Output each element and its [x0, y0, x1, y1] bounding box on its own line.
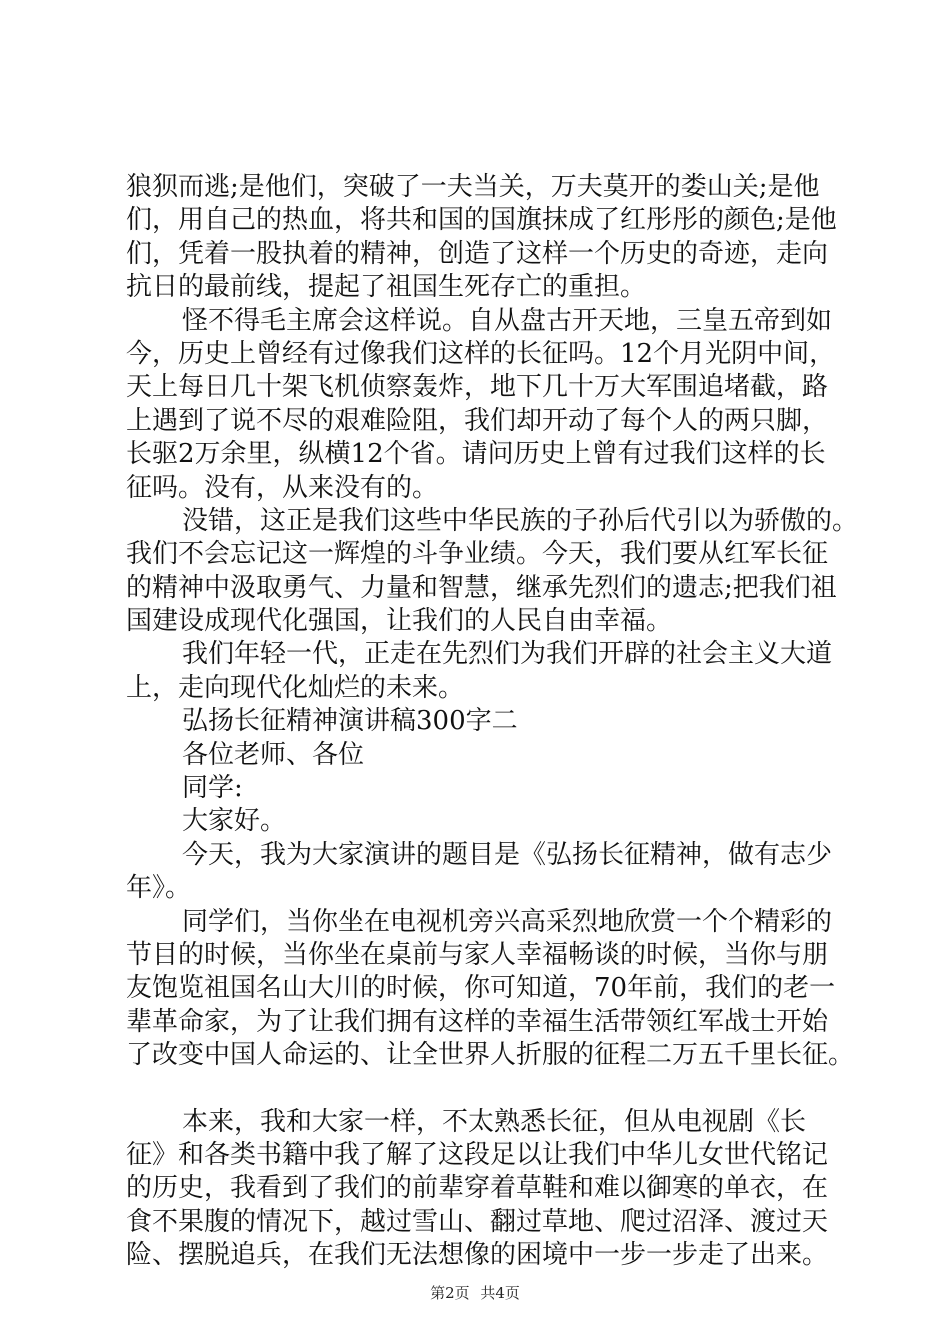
text-line: 同学:: [182, 773, 243, 804]
text-line: 狼狈而逃;是他们，突破了一夫当关，万夫莫开的娄山关;是他: [126, 172, 820, 202]
text-line: 上，走向现代化灿烂的未来。: [126, 672, 465, 703]
text-line: 年》。: [126, 873, 192, 904]
text-line: 我们不会忘记这一辉煌的斗争业绩。今天，我们要从红军长征: [126, 539, 829, 570]
text-line: 节目的时候，当你坐在桌前与家人幸福畅谈的时候，当你与朋: [126, 939, 829, 970]
text-line: 辈革命家，为了让我们拥有这样的幸福生活带领红军战士开始: [126, 1006, 829, 1037]
text-line: 们，凭着一股执着的精神，创造了这样一个历史的奇迹，走向: [126, 238, 829, 269]
text-line: 国建设成现代化强国，让我们的人民自由幸福。: [126, 606, 673, 637]
text-line: 险、摆脱追兵，在我们无法想像的困境中一步一步走了出来。: [126, 1240, 829, 1271]
text-line: 天上每日几十架飞机侦察轰炸，地下几十万大军围追堵截，路: [126, 372, 829, 403]
text-line: 上遇到了说不尽的艰难险阻，我们却开动了每个人的两只脚，: [126, 405, 829, 436]
text-line: 今天，我为大家演讲的题目是《弘扬长征精神，做有志少: [182, 839, 833, 870]
text-line: 的精神中汲取勇气、力量和智慧，继承先烈们的遗志;把我们祖: [126, 572, 837, 603]
text-line: 抗日的最前线，提起了祖国生死存亡的重担。: [126, 272, 647, 303]
page-footer: [0, 1282, 950, 1303]
text-line: 食不果腹的情况下，越过雪山、翻过草地、爬过沼泽、渡过天: [126, 1206, 829, 1237]
section-heading: 弘扬长征精神演讲稿300字二: [182, 706, 518, 737]
paragraph-gap: [126, 1073, 836, 1106]
text-line: 友饱览祖国名山大川的时候，你可知道，70年前，我们的老一: [126, 973, 836, 1004]
text-line: 征》和各类书籍中我了解了这段足以让我们中华儿女世代铭记: [126, 1139, 829, 1170]
text-line: 的历史，我看到了我们的前辈穿着草鞋和难以御寒的单衣，在: [126, 1173, 829, 1204]
page-number: 第2页: [430, 1284, 470, 1302]
text-line: 们，用自己的热血，将共和国的国旗抹成了红彤彤的颜色;是他: [126, 205, 837, 236]
text-line: 了改变中国人命运的、让全世界人折服的征程二万五千里长征。: [126, 1040, 855, 1071]
text-line: 同学们，当你坐在电视机旁兴高采烈地欣赏一个个精彩的: [182, 906, 833, 937]
text-line: 本来，我和大家一样，不太熟悉长征，但从电视剧《长: [182, 1106, 807, 1137]
text-line: 长驱2万余里，纵横12个省。请问历史上曾有过我们这样的长: [126, 439, 826, 470]
page-total: 共4页: [480, 1284, 520, 1302]
text-line: 今，历史上曾经有过像我们这样的长征吗。12个月光阴中间，: [126, 338, 836, 369]
text-line: 怪不得毛主席会这样说。自从盘古开天地，三皇五帝到如: [182, 305, 833, 336]
text-line: 没错，这正是我们这些中华民族的子孙后代引以为骄傲的。: [182, 505, 859, 536]
text-line: 征吗。没有，从来没有的。: [126, 472, 439, 503]
document-body: [126, 171, 859, 1273]
text-line: 我们年轻一代，正走在先烈们为我们开辟的社会主义大道: [182, 639, 833, 670]
text-line: 大家好。: [182, 806, 287, 837]
text-line: 各位老师、各位: [182, 739, 365, 770]
